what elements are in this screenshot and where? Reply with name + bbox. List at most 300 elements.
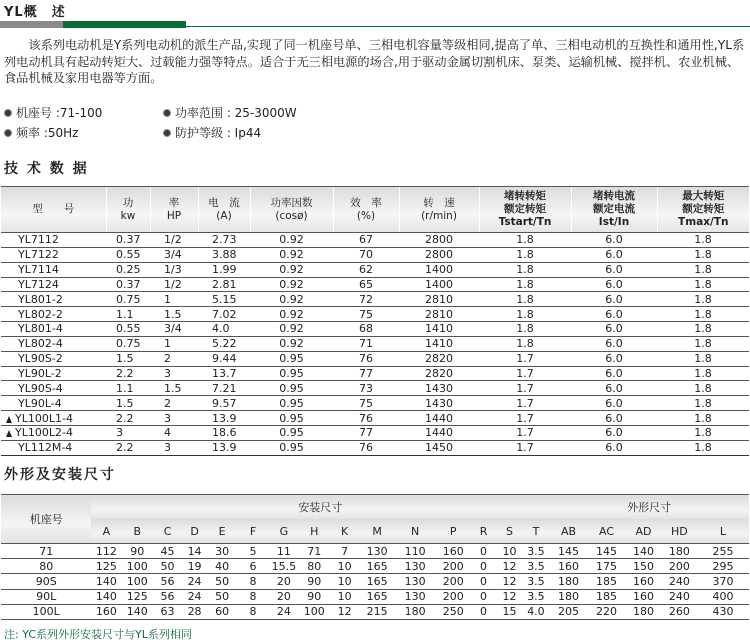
tech-header-line: 效 率 [350, 196, 382, 209]
dims-cell: 24 [269, 604, 299, 619]
dims-cell: 100 [121, 559, 153, 574]
tech-cell-ts [479, 233, 571, 248]
tech-cell-ist [571, 425, 657, 440]
dims-cell: 160 [625, 589, 661, 604]
dims-cell: 8 [237, 604, 269, 619]
tech-cell-text: 1.5 [164, 307, 182, 321]
tech-header-line: 型 号 [32, 203, 75, 215]
tech-header-line: Ist/In [598, 216, 630, 228]
tech-row [1, 322, 749, 337]
dims-cell: 0 [471, 604, 496, 619]
dims-cell: 125 [91, 559, 121, 574]
tech-header-cell [1, 187, 106, 233]
dims-cell: 14 [182, 544, 207, 559]
dims-col-header: F [237, 519, 269, 544]
tech-cell-text: 6.0 [605, 337, 623, 351]
tech-cell-ts [479, 336, 571, 351]
tech-header-line: Tstart/Tn [498, 216, 552, 228]
dims-cell: 24 [182, 589, 207, 604]
dims-cell: 240 [662, 574, 697, 589]
dims-cell: 215 [359, 604, 394, 619]
dims-cell: 19 [182, 559, 207, 574]
tech-cell-ist [571, 233, 657, 248]
dims-cell: 160 [625, 574, 661, 589]
tech-header-cell [250, 187, 333, 233]
tech-cell-text: YL802-2 [18, 307, 63, 321]
tech-cell-text: YL90L-2 [18, 367, 62, 381]
dims-cell: 12 [496, 559, 522, 574]
bullet-icon [4, 109, 12, 117]
tech-cell-eff [333, 440, 399, 455]
dims-cell: 150 [625, 559, 661, 574]
dims-header-row-1 [1, 495, 749, 520]
dims-cell: 3.5 [523, 544, 549, 559]
dims-cell: 80 [299, 559, 330, 574]
bullet-icon [4, 129, 12, 137]
tech-cell-text: 1.8 [694, 233, 712, 247]
dims-title: 外形及安装尺寸 [4, 467, 116, 483]
bullet-icon [163, 129, 171, 137]
dims-cell: 12 [496, 574, 522, 589]
dims-cell: 20 [269, 589, 299, 604]
tech-cell-text: 2820 [425, 367, 453, 381]
tech-cell-text: 62 [359, 263, 373, 277]
dims-frame-cell: 71 [1, 544, 91, 559]
dims-col-header: M [359, 519, 394, 544]
tech-cell-text: 2 [164, 352, 171, 366]
dims-cell: 0 [471, 574, 496, 589]
tech-cell-tmax [657, 381, 749, 396]
dims-col-header: E [207, 519, 237, 544]
tech-cell-text: YL90S-4 [18, 381, 63, 395]
tech-cell-text: 71 [359, 337, 373, 351]
header-rule [186, 26, 750, 27]
tech-cell-text: 1430 [425, 381, 453, 395]
tech-cell-text: YL7114 [18, 263, 59, 277]
tech-cell-text: 3 [116, 426, 123, 440]
tech-header-cell [571, 187, 657, 233]
tech-cell-text: 1.8 [694, 396, 712, 410]
dims-cell: 45 [153, 544, 182, 559]
tech-header-row [1, 187, 749, 233]
tech-cell-text: YL801-2 [18, 292, 63, 306]
tech-cell-text: 13.9 [212, 441, 237, 455]
dims-cell: 130 [395, 574, 436, 589]
tech-cell-text: 1.8 [516, 307, 534, 321]
tech-cell-kw [106, 411, 150, 426]
tech-cell-pf [250, 366, 333, 381]
tech-header-line: 最大转矩 [682, 190, 725, 202]
tech-header-line: 电 流 [208, 196, 240, 209]
tech-cell-pf [250, 292, 333, 307]
tech-header-line: 额定电流 [593, 203, 635, 215]
dims-cell: 7 [330, 544, 360, 559]
dims-col-header: T [523, 519, 549, 544]
tech-cell-text: 0.95 [279, 367, 304, 381]
tech-cell-eff [333, 307, 399, 322]
tech-cell-text: 2820 [425, 352, 453, 366]
tech-header-line: 功 [122, 196, 134, 209]
dims-col-header: P [436, 519, 471, 544]
tech-cell-rpm [399, 366, 479, 381]
tech-cell-text: 2 [164, 396, 171, 410]
bullet-icon [163, 109, 171, 117]
tech-cell-text: 0.92 [279, 292, 304, 306]
tech-cell-text: YL90L-4 [18, 396, 62, 410]
dims-cell: 100 [299, 604, 330, 619]
tech-cell-kw [106, 277, 150, 292]
dims-cell: 125 [121, 589, 153, 604]
tech-cell-ts [479, 411, 571, 426]
tech-cell-rpm [399, 425, 479, 440]
tech-header-line: 功率因数 [270, 196, 313, 209]
tech-header-cell [399, 187, 479, 233]
tech-cell-text: 6.0 [605, 322, 623, 336]
tech-cell-rpm [399, 351, 479, 366]
dims-col-header: G [269, 519, 299, 544]
tech-cell-text: 3/4 [164, 322, 182, 336]
tech-cell-text: 1.5 [116, 352, 134, 366]
tech-cell-ist [571, 336, 657, 351]
tech-cell-hp [150, 233, 198, 248]
tech-header-line: (%) [356, 209, 376, 222]
tech-header-line: (A) [216, 209, 232, 222]
tech-cell-text: 0.92 [279, 248, 304, 262]
tech-cell-kw [106, 440, 150, 455]
tech-cell-text: 1.8 [694, 367, 712, 381]
spec-power [163, 104, 297, 121]
dims-cell: 140 [91, 574, 121, 589]
tech-cell-text: YL100L1-4 [15, 411, 73, 425]
tech-cell-ts [479, 262, 571, 277]
header-title: YL概 述 [4, 5, 66, 20]
dims-col-header: AB [549, 519, 588, 544]
tech-cell-text: 7.02 [212, 307, 237, 321]
tech-cell-rpm [399, 233, 479, 248]
dims-cell: 63 [153, 604, 182, 619]
tech-cell-model [1, 322, 106, 337]
tech-cell-text: 1.7 [516, 352, 534, 366]
tech-cell-a [198, 262, 250, 277]
tech-cell-model [1, 351, 106, 366]
tech-cell-rpm [399, 322, 479, 337]
dims-cell: 6 [237, 559, 269, 574]
tech-cell-ts [479, 440, 571, 455]
tech-cell-tmax [657, 425, 749, 440]
dims-cell: 200 [436, 589, 471, 604]
tech-cell-text: 1 [164, 292, 171, 306]
tech-cell-text: 77 [359, 426, 373, 440]
tech-cell-rpm [399, 336, 479, 351]
tech-cell-text: 2800 [425, 248, 453, 262]
tech-cell-text: 77 [359, 367, 373, 381]
tech-cell-rpm [399, 262, 479, 277]
dims-cell: 56 [153, 574, 182, 589]
tech-cell-text: 5.15 [212, 292, 237, 306]
tech-cell-text: 70 [359, 248, 373, 262]
tech-cell-ist [571, 262, 657, 277]
tech-cell-text: 1.8 [694, 248, 712, 262]
tech-cell-model [1, 381, 106, 396]
tech-cell-text: 9.44 [212, 352, 237, 366]
dims-cell: 165 [359, 589, 394, 604]
tech-cell-text: 76 [359, 411, 373, 425]
tech-cell-a [198, 292, 250, 307]
dims-cell: 255 [697, 544, 749, 559]
tech-cell-text: 6.0 [605, 441, 623, 455]
dims-cell: 175 [588, 559, 626, 574]
tech-cell-text: 1.8 [694, 411, 712, 425]
tech-cell-text: 0.95 [279, 411, 304, 425]
dims-cell: 90 [121, 544, 153, 559]
tech-cell-text: 75 [359, 396, 373, 410]
tech-cell-pf [250, 262, 333, 277]
tech-cell-hp [150, 411, 198, 426]
dims-cell: 140 [625, 544, 661, 559]
dims-col-header: S [496, 519, 522, 544]
dims-row [1, 604, 749, 619]
tech-header-cell [106, 187, 150, 233]
tech-cell-text: 1 [164, 337, 171, 351]
dims-cell: 8 [237, 589, 269, 604]
tech-cell-ist [571, 292, 657, 307]
dims-row [1, 574, 749, 589]
tech-cell-text: 1.8 [516, 233, 534, 247]
tech-row [1, 336, 749, 351]
tech-cell-pf [250, 440, 333, 455]
tech-cell-text: 1/2 [164, 233, 182, 247]
tech-cell-text: 1.8 [694, 322, 712, 336]
tech-cell-text: 0.55 [116, 322, 141, 336]
tech-header-line: kw [120, 209, 136, 222]
tech-cell-text: 6.0 [605, 396, 623, 410]
dims-cell: 3.5 [523, 559, 549, 574]
tech-cell-pf [250, 307, 333, 322]
tech-header-cell [198, 187, 250, 233]
tech-cell-hp [150, 247, 198, 262]
tech-cell-text: 1410 [425, 322, 453, 336]
tech-cell-text: 1.8 [694, 263, 712, 277]
dims-cell: 200 [436, 559, 471, 574]
dims-cell: 8 [237, 574, 269, 589]
tech-cell-text: 6.0 [605, 277, 623, 291]
tech-cell-text: 1.7 [516, 411, 534, 425]
tech-cell-rpm [399, 381, 479, 396]
tech-cell-tmax [657, 247, 749, 262]
tech-cell-text: YL90S-2 [18, 352, 63, 366]
tech-header-line: 堵转转矩 [504, 190, 546, 202]
tech-cell-hp [150, 396, 198, 411]
intro-paragraph [4, 37, 748, 87]
tech-cell-a [198, 396, 250, 411]
dims-header-row-2 [1, 519, 749, 544]
tech-header-cell [150, 187, 198, 233]
tech-cell-model [1, 292, 106, 307]
tech-cell-text: 5.22 [212, 337, 237, 351]
tech-cell-text: 0.95 [279, 426, 304, 440]
dims-cell: 60 [207, 604, 237, 619]
tech-cell-text: 2.81 [212, 277, 237, 291]
tech-cell-a [198, 366, 250, 381]
tech-cell-text: 1.7 [516, 381, 534, 395]
tech-cell-ist [571, 440, 657, 455]
tech-cell-a [198, 351, 250, 366]
dims-col-header: B [121, 519, 153, 544]
dims-col-header: H [299, 519, 330, 544]
tech-cell-text: 1.99 [212, 263, 237, 277]
tech-cell-text: 73 [359, 381, 373, 395]
dims-frame-cell: 90L [1, 589, 91, 604]
tech-cell-hp [150, 336, 198, 351]
tech-cell-ts [479, 396, 571, 411]
dims-col-header: R [471, 519, 496, 544]
tech-cell-eff [333, 396, 399, 411]
dims-cell: 130 [395, 559, 436, 574]
tech-cell-text: 4 [164, 426, 171, 440]
spec-frequency-text: 频率 :50Hz [16, 126, 79, 140]
tech-cell-rpm [399, 277, 479, 292]
tech-cell-pf [250, 233, 333, 248]
tech-cell-pf [250, 351, 333, 366]
tech-cell-tmax [657, 366, 749, 381]
tech-cell-text: 1440 [425, 426, 453, 440]
dims-frame-cell: 100L [1, 604, 91, 619]
tech-cell-text: 1430 [425, 396, 453, 410]
tech-cell-text: 1.1 [116, 307, 134, 321]
spec-protection [163, 124, 261, 141]
tech-cell-pf [250, 277, 333, 292]
tech-cell-text: 1.7 [516, 367, 534, 381]
tech-cell-kw [106, 381, 150, 396]
tech-cell-ist [571, 307, 657, 322]
tech-cell-text: 65 [359, 277, 373, 291]
tech-cell-model [1, 425, 106, 440]
tech-cell-eff [333, 247, 399, 262]
tech-cell-a [198, 277, 250, 292]
tech-cell-text: 0.92 [279, 233, 304, 247]
tech-cell-text: 6.0 [605, 367, 623, 381]
dims-cell: 30 [207, 544, 237, 559]
marker-triangle-icon [6, 416, 12, 423]
tech-cell-eff [333, 336, 399, 351]
tech-cell-kw [106, 233, 150, 248]
tech-cell-text: 6.0 [605, 233, 623, 247]
tech-cell-text: 68 [359, 322, 373, 336]
tech-cell-rpm [399, 307, 479, 322]
tech-cell-eff [333, 277, 399, 292]
dims-cell: 200 [662, 559, 697, 574]
tech-cell-text: YL100L2-4 [15, 426, 73, 440]
dims-cell: 15.5 [269, 559, 299, 574]
tech-cell-text: YL802-4 [18, 337, 63, 351]
tech-cell-model [1, 411, 106, 426]
tech-cell-text: 0.75 [116, 292, 141, 306]
tech-cell-model [1, 262, 106, 277]
dims-cell: 180 [395, 604, 436, 619]
tech-cell-kw [106, 262, 150, 277]
tech-cell-kw [106, 366, 150, 381]
tech-cell-text: 1.8 [694, 277, 712, 291]
tech-cell-ist [571, 277, 657, 292]
footnote: 注: YC系列外形安装尺寸与YL系列相同 [4, 628, 192, 641]
spec-frame-text: 机座号 :71-100 [16, 106, 103, 120]
tech-cell-rpm [399, 411, 479, 426]
dims-cell: 165 [359, 574, 394, 589]
dims-cell: 10 [330, 574, 360, 589]
tech-cell-text: 6.0 [605, 352, 623, 366]
dims-col-header: N [395, 519, 436, 544]
tech-cell-text: 75 [359, 307, 373, 321]
dims-cell: 10 [330, 559, 360, 574]
tech-cell-text: 0.25 [116, 263, 141, 277]
dims-cell: 180 [662, 544, 697, 559]
tech-row [1, 292, 749, 307]
dims-col-header: AC [588, 519, 626, 544]
header-bar-gray [0, 21, 63, 28]
tech-cell-kw [106, 247, 150, 262]
tech-cell-text: 13.9 [212, 411, 237, 425]
dims-cell: 165 [359, 559, 394, 574]
tech-cell-hp [150, 277, 198, 292]
tech-cell-ist [571, 351, 657, 366]
tech-header-line: 转 速 [423, 196, 455, 209]
tech-cell-tmax [657, 292, 749, 307]
spec-frame [4, 104, 102, 121]
dims-cell: 28 [182, 604, 207, 619]
tech-cell-a [198, 411, 250, 426]
dims-cell: 295 [697, 559, 749, 574]
tech-cell-text: 2810 [425, 307, 453, 321]
tech-cell-text: 0.92 [279, 337, 304, 351]
dims-cell: 180 [549, 589, 588, 604]
tech-cell-hp [150, 307, 198, 322]
tech-cell-ts [479, 292, 571, 307]
tech-cell-text: YL801-4 [18, 322, 63, 336]
dims-cell: 20 [269, 574, 299, 589]
tech-cell-kw [106, 351, 150, 366]
tech-cell-hp [150, 322, 198, 337]
dims-frame-cell: 90S [1, 574, 91, 589]
tech-cell-text: 1.7 [516, 396, 534, 410]
tech-cell-text: 1450 [425, 441, 453, 455]
spec-frequency [4, 124, 78, 141]
tech-cell-text: 13.7 [212, 367, 237, 381]
dims-cell: 12 [496, 589, 522, 604]
tech-cell-ist [571, 396, 657, 411]
install-header: 安装尺寸 [91, 495, 549, 520]
dims-body [1, 544, 749, 620]
tech-header-cell [657, 187, 749, 233]
dims-cell: 400 [697, 589, 749, 604]
tech-cell-text: YL7124 [18, 277, 59, 291]
dims-row [1, 589, 749, 604]
dims-col-header: K [330, 519, 360, 544]
section-header [0, 0, 750, 30]
tech-cell-ist [571, 411, 657, 426]
tech-header-line: 堵转电流 [593, 190, 635, 202]
dims-cell: 430 [697, 604, 749, 619]
dims-col-header: C [153, 519, 182, 544]
tech-cell-ts [479, 381, 571, 396]
dims-cell: 0 [471, 544, 496, 559]
dims-cell: 130 [395, 589, 436, 604]
tech-cell-text: 1.8 [694, 292, 712, 306]
tech-cell-tmax [657, 336, 749, 351]
tech-cell-a [198, 381, 250, 396]
tech-cell-kw [106, 336, 150, 351]
dims-cell: 110 [395, 544, 436, 559]
tech-row [1, 411, 749, 426]
